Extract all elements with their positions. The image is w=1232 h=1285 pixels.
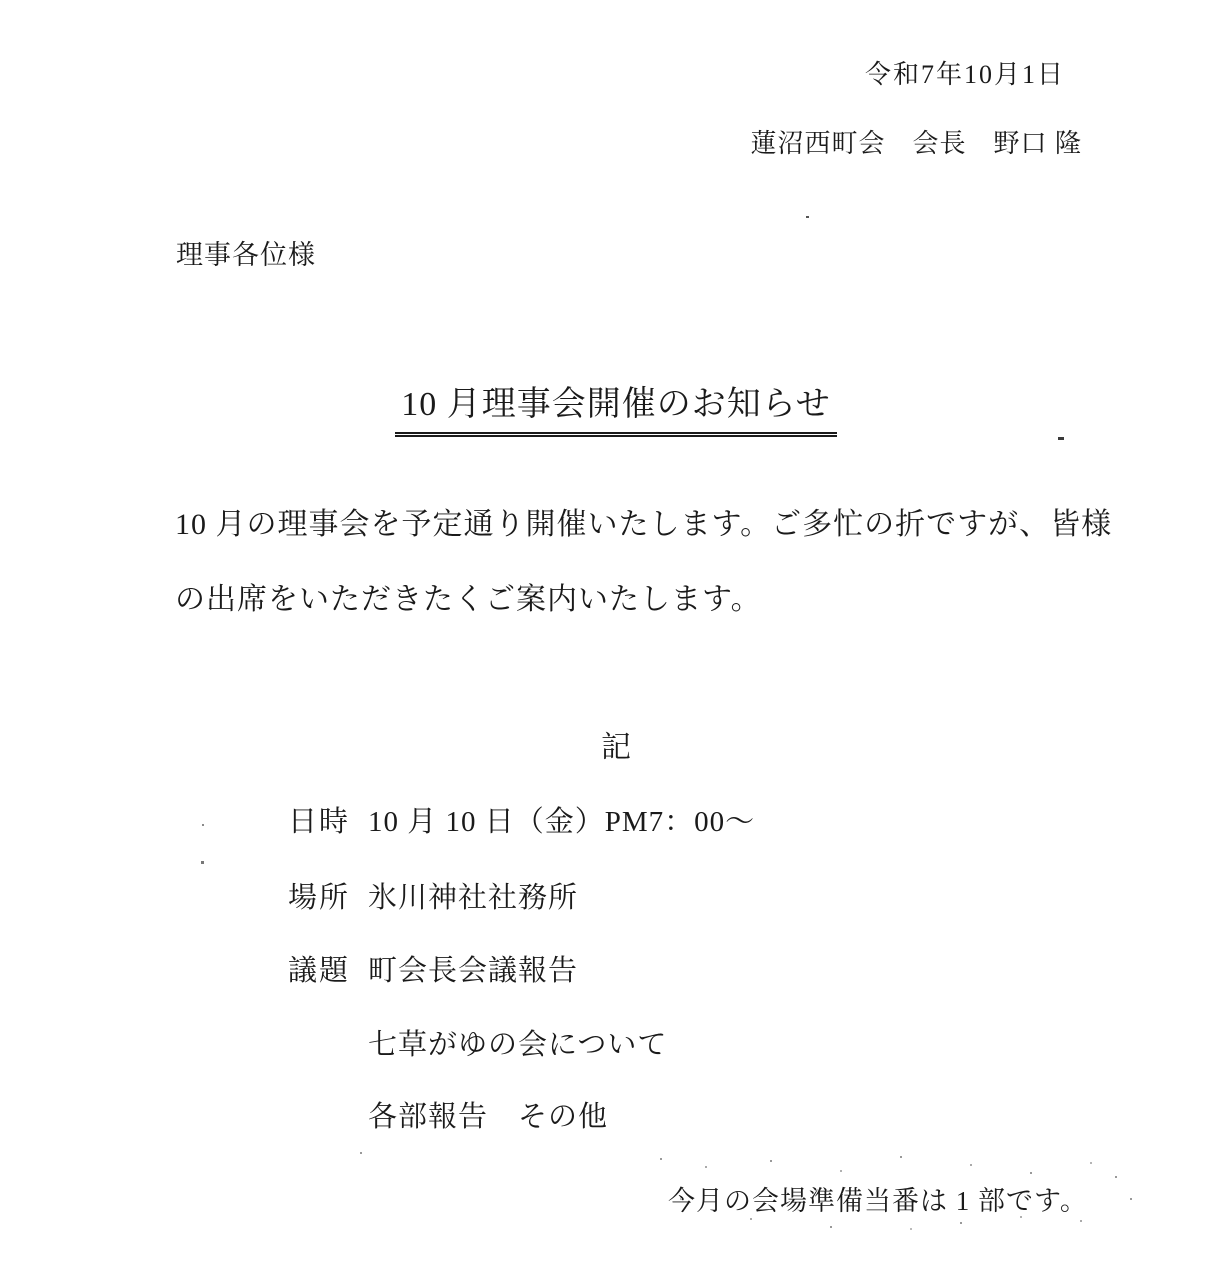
detail-value-agenda-item-3: 各部報告 その他 <box>368 1101 609 1133</box>
detail-label-agenda: 議題 <box>288 955 351 987</box>
scan-speck <box>202 824 204 826</box>
detail-label-datetime: 日時 <box>288 806 351 838</box>
detail-row-datetime <box>0 799 1232 841</box>
document-date: 令和7年10月1日 <box>864 60 1065 89</box>
footer-note: 今月の会場準備当番は 1 部です。 <box>668 1186 1088 1216</box>
sender-line: 蓮沼西町会 会長 野口 隆 <box>750 129 1082 158</box>
scan-speck <box>806 216 809 218</box>
scan-speck <box>201 861 204 864</box>
record-marker: 記 <box>601 731 631 764</box>
detail-row-place <box>0 875 1232 917</box>
title-row <box>0 376 1232 437</box>
scan-noise-cluster <box>660 1158 662 1160</box>
record-marker-row <box>0 722 1232 766</box>
scan-speck <box>360 1152 362 1154</box>
detail-row-agenda-item-2 <box>0 1022 1232 1064</box>
body-paragraph-line-2: の出席をいただきたくご案内いたします。 <box>175 583 762 616</box>
recipient-line: 理事各位様 <box>176 240 316 270</box>
detail-row-agenda <box>0 948 1232 990</box>
detail-value-agenda-item-2: 七草がゆの会について <box>368 1029 668 1061</box>
document-title: 10 月理事会開催のお知らせ <box>395 376 836 437</box>
detail-label-place: 場所 <box>288 882 351 914</box>
detail-value-agenda: 町会長会議報告 <box>368 955 579 987</box>
detail-row-agenda-item-3 <box>0 1094 1232 1136</box>
body-paragraph-line-1: 10 月の理事会を予定通り開催いたします。ご多忙の折ですが、皆様 <box>175 508 1113 541</box>
detail-value-place: 氷川神社社務所 <box>368 882 579 914</box>
detail-value-datetime: 10 月 10 日（金）PM7：00～ <box>368 806 756 838</box>
scan-speck <box>1058 437 1064 440</box>
